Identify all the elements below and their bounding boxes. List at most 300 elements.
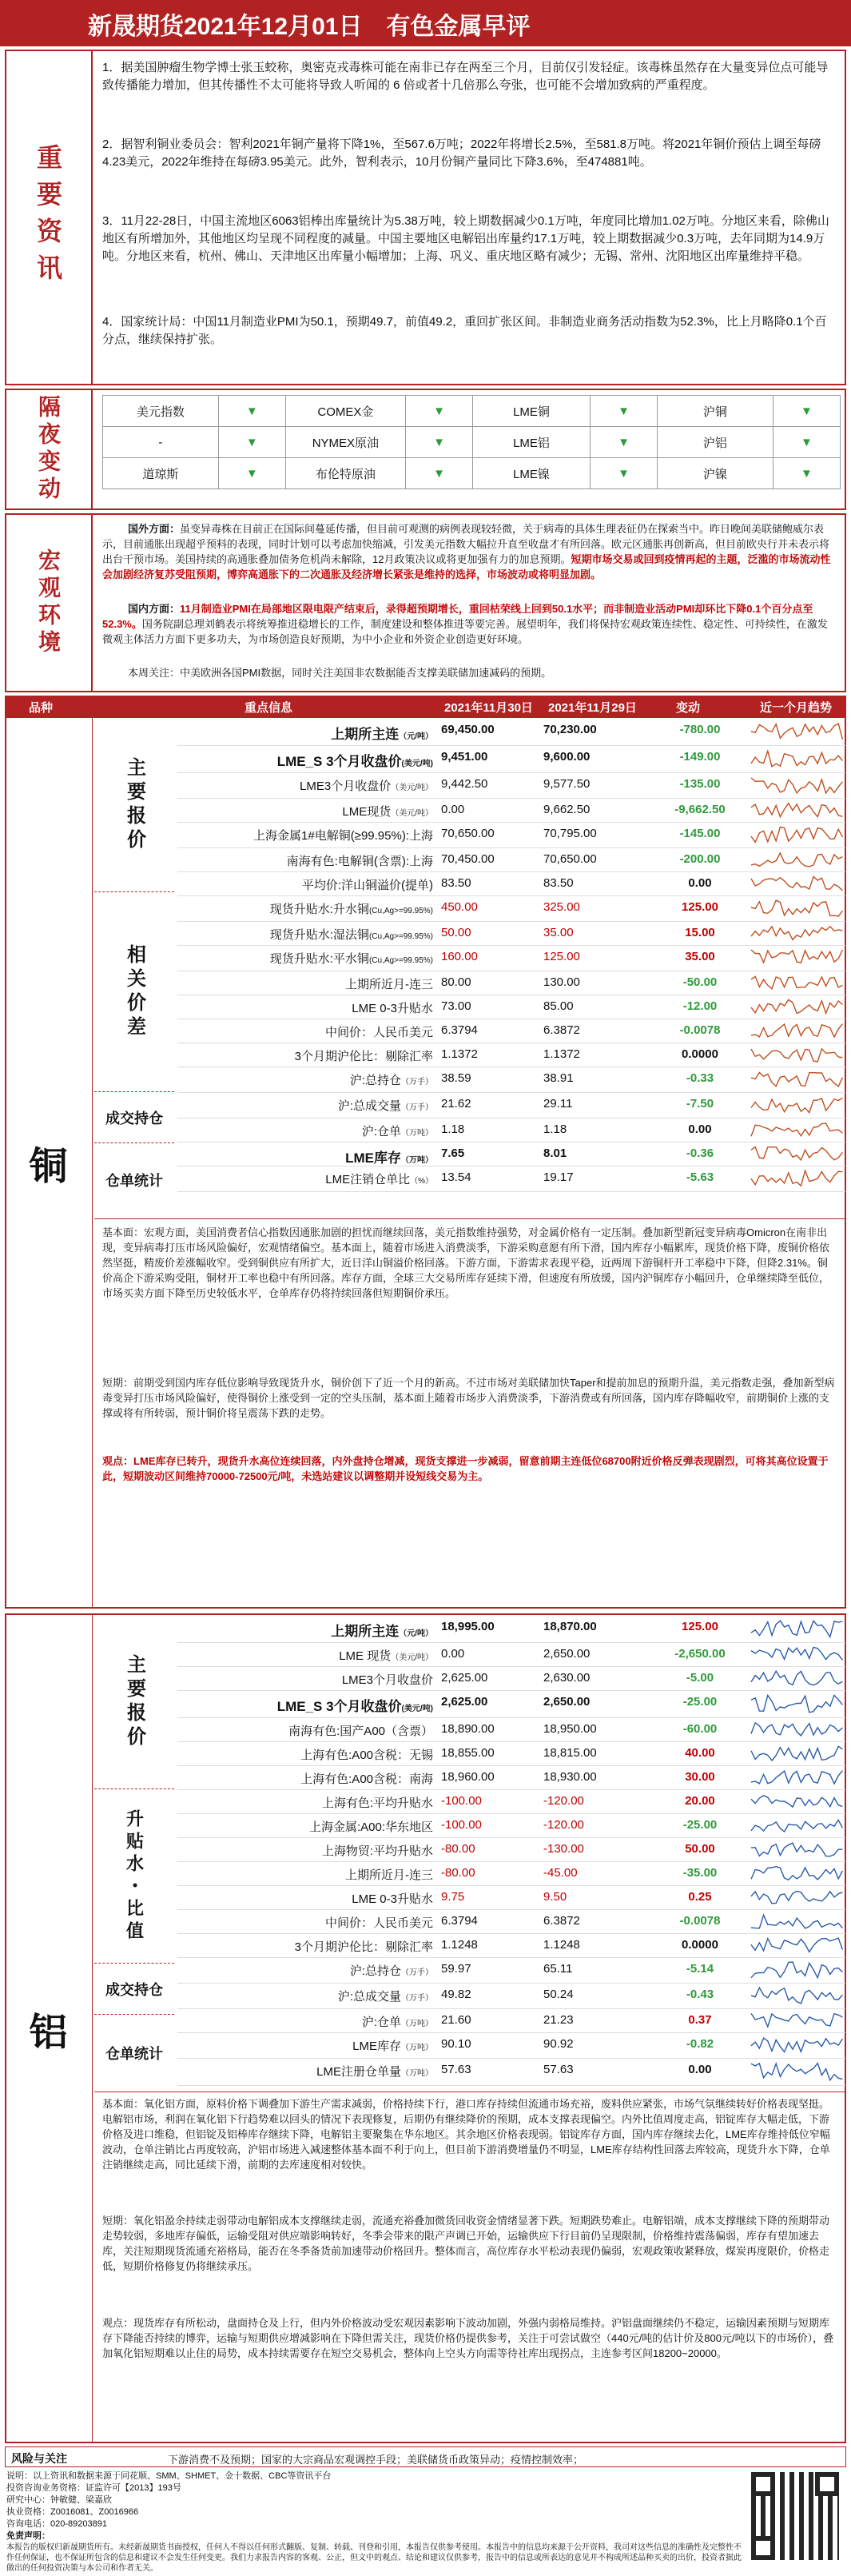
- value-change: -0.36: [686, 1146, 714, 1160]
- table-row: [177, 1933, 845, 1958]
- qr-corner: [751, 2472, 775, 2496]
- value-change: 0.00: [688, 876, 712, 890]
- trend-line: [751, 1723, 842, 1736]
- row-name: 上期所主连: [331, 727, 400, 742]
- row-name: 现货升贴水:平水铜: [269, 952, 369, 966]
- value-prev: 8.01: [543, 1146, 567, 1160]
- trend-sparkline: [750, 1143, 844, 1165]
- table-row: [177, 1118, 845, 1142]
- down-triangle-icon: ▼: [405, 458, 472, 489]
- trend-line: [751, 724, 842, 740]
- trend-sparkline: [750, 1767, 844, 1788]
- row-name: 沪:总持仓: [349, 1074, 401, 1087]
- value-prev: 9,662.50: [543, 803, 591, 816]
- trend-sparkline: [750, 1617, 844, 1638]
- macro-label: 宏观环境: [5, 513, 93, 692]
- value-today: 70,650.00: [441, 827, 495, 840]
- trend-sparkline: [750, 1644, 844, 1665]
- trend-sparkline: [750, 1119, 844, 1141]
- row-label: [177, 1620, 436, 1640]
- value-today: 73.00: [441, 999, 471, 1013]
- row-name: 中间价：人民币美元: [324, 1916, 433, 1930]
- value-change: 125.00: [682, 900, 718, 914]
- value-change: -5.14: [686, 1962, 714, 1976]
- trend-sparkline: [750, 2034, 844, 2056]
- trend-sparkline: [750, 1094, 844, 1115]
- table-row: [177, 1813, 845, 1838]
- footer-disclaimer: 本报告的版权归新晟期货所有。未经新晟期货书面授权，任何人不得以任何形式翻版、复制、转载、刊登和引用，本报告仅供参考使用。本报告中的信息均来源于公开资料，我司对这些信息的准确性及完整性不作任何保证，也不保证所包含的信息和建议不会发生任何变更。我们力求报告内容的客观、公正，但文中的观点、结论和建议仅供参考，报告中的信息或所表达的意见并不构成所述品种买卖的出价，投资者据此做出的任何投资决策与本公司和作者无关。: [6, 2543, 742, 2573]
- value-today: 160.00: [441, 950, 478, 963]
- value-prev: 35.00: [543, 926, 574, 939]
- col-change: 变动: [676, 701, 701, 715]
- down-triangle-icon: ▼: [590, 396, 657, 427]
- copper-group-position: 成交持仓: [94, 1092, 174, 1143]
- row-label: [177, 1047, 436, 1064]
- value-today: -100.00: [441, 1794, 482, 1808]
- qr-corner: [751, 2536, 775, 2560]
- value-change: 0.00: [688, 1123, 712, 1136]
- table-row: [177, 2058, 845, 2086]
- row-label: [177, 1794, 436, 1811]
- row-name: 上期所近月-连三: [345, 978, 433, 991]
- row-name: 沪:总持仓: [349, 1964, 401, 1978]
- table-row: [177, 1909, 845, 1934]
- row-label: [177, 900, 436, 917]
- down-triangle-icon: ▼: [590, 427, 657, 458]
- row-name: LME库存: [345, 1150, 401, 1166]
- trend-sparkline: [750, 774, 844, 796]
- trend-sparkline: [750, 1984, 844, 2006]
- value-today: 6.3794: [441, 1914, 478, 1928]
- macro-intl-text: 虽变异毒株在目前正在国际间蔓延传播，但目前可观测的病例表现较轻微，关于病毒的具体生理表征仍在探索当中。昨日晚间美联储鲍威尔表示，目前通胀出现超乎预料的表现，同时计划可以考虑加快缩减，引发美元指数大幅拉升直至收盘才有所回落。欧元区通胀再创新高，但目前欧央行并未表示将出台干预市场。美国持续的高通胀叠加债务危机尚未解除，12月政策决议或将更加强有力的加息预期。: [102, 523, 830, 565]
- copper-group-warrant: 仓单统计: [105, 1173, 163, 1189]
- row-name: LME_S 3个月收盘价: [276, 754, 402, 769]
- value-change: 0.37: [688, 2013, 712, 2027]
- trend-sparkline: [750, 747, 844, 768]
- row-name: 上海有色:平均升贴水: [321, 1796, 433, 1810]
- overnight-item-name: COMEX金: [285, 396, 405, 427]
- value-change: 35.00: [685, 950, 715, 963]
- row-unit: （万手）: [401, 1103, 433, 1112]
- down-triangle-icon: ▼: [405, 396, 472, 427]
- row-name: LME3个月收盘价: [300, 780, 392, 793]
- row-label: [177, 1988, 436, 2004]
- trend-sparkline: [750, 897, 844, 919]
- value-today: 59.97: [441, 1962, 471, 1976]
- overnight-item-name: 道琼斯: [103, 458, 219, 489]
- value-prev: 1.18: [543, 1123, 567, 1136]
- aluminum-short: 短期：氧化铝盈余持续走弱带动电解铝成本支撑继续走弱，流通充裕叠加微货回收资金情绪显著下跌。短期跌势难止。电解铝端，成本支撑继续下降的预期带动走势较弱，多地库存偏低，运输受阻对供应端影响转好，冬季会带来的限产声调已开始，运输供应下行目前仍呈现限制，价格维持震荡偏弱，库存有望加速去库，关注短期现货流通充裕格局，能否在冬季备货前加速带动价格回升。整体而言，高位库存水平松动表现仍偏弱，宏观政策收紧释放，煤炭再度限价，价格走低，短期价格修复仍将继续承压。: [102, 2215, 830, 2272]
- row-label: [177, 1695, 436, 1715]
- footer-line: 说明：以上资讯和数据来源于同花顺、SMM、SHMET、金十数据、CBC等资讯平台: [6, 2471, 332, 2481]
- row-name: LME 0-3升贴水: [352, 1892, 433, 1906]
- trend-line: [751, 752, 842, 767]
- trend-line: [751, 927, 842, 940]
- row-label: [177, 926, 436, 943]
- value-today: 18,890.00: [441, 1722, 495, 1736]
- table-row: [177, 871, 845, 896]
- trend-line: [751, 950, 842, 963]
- value-change: 50.00: [685, 1842, 715, 1856]
- value-change: -780.00: [679, 723, 721, 736]
- trend-sparkline: [750, 1791, 844, 1812]
- trend-line: [751, 877, 842, 891]
- down-triangle-icon: ▼: [773, 458, 840, 489]
- row-name: 3个月期沪伦比：剔除汇率: [294, 1050, 433, 1063]
- value-today: 6.3794: [441, 1023, 478, 1037]
- value-today: 18,960.00: [441, 1770, 495, 1784]
- risk-text: 下游消费不及预期；国家的大宗商品宏观调控手段；美联储货币政策异动；疫情控制效率；: [168, 2454, 584, 2466]
- value-change: -25.00: [682, 1818, 718, 1832]
- row-unit: （万手）: [401, 1078, 433, 1087]
- row-label: [177, 1914, 436, 1931]
- table-row: [177, 1789, 845, 1814]
- value-today: 13.54: [441, 1170, 471, 1184]
- footer-line: 免责声明：: [6, 2531, 50, 2541]
- value-prev: -130.00: [543, 1842, 584, 1856]
- overnight-item-name: 沪铝: [658, 427, 773, 458]
- row-label: [177, 1842, 436, 1859]
- row-name: 上海物贸:平均升贴水: [321, 1844, 433, 1858]
- trend-sparkline: [750, 1911, 844, 1932]
- trend-line: [751, 1843, 842, 1856]
- trend-sparkline: [750, 720, 844, 741]
- overnight-item-name: -: [103, 427, 219, 458]
- value-change: 30.00: [685, 1770, 715, 1784]
- trend-sparkline: [750, 972, 844, 994]
- value-today: 90.10: [441, 2037, 471, 2051]
- macro-cn: [102, 601, 837, 647]
- table-row: [177, 1861, 845, 1886]
- trend-sparkline: [750, 1935, 844, 1956]
- value-prev: 70,650.00: [543, 852, 597, 866]
- value-prev: -120.00: [543, 1794, 584, 1808]
- value-today: 0.00: [441, 803, 465, 816]
- trend-sparkline: [750, 996, 844, 1018]
- macro-intl: [102, 521, 837, 582]
- overnight-item-name: 沪铜: [658, 396, 773, 427]
- value-today: 21.60: [441, 2013, 471, 2027]
- value-change: 0.25: [688, 1890, 712, 1904]
- value-prev: 18,870.00: [543, 1620, 597, 1633]
- value-change: -35.00: [682, 1866, 718, 1880]
- value-change: -0.43: [686, 1988, 714, 2001]
- table-row: [177, 1837, 845, 1862]
- row-name: 上海金属:A00:华东地区: [308, 1820, 433, 1834]
- table-row: [177, 1043, 845, 1067]
- overnight-item-name: 美元指数: [103, 396, 219, 427]
- row-name: 沪:总成交量: [337, 1990, 401, 2004]
- trend-line: [751, 778, 842, 793]
- row-label: [177, 827, 436, 843]
- value-prev: 1.1372: [543, 1047, 580, 1061]
- value-change: -200.00: [679, 852, 721, 866]
- row-name: 3个月期沪伦比：剔除汇率: [294, 1940, 433, 1954]
- table-row: [177, 1957, 845, 1984]
- value-today: 450.00: [441, 900, 478, 914]
- row-name: 沪:仓单: [361, 2016, 401, 2029]
- trend-sparkline: [750, 873, 844, 895]
- value-change: 0.00: [688, 2063, 712, 2076]
- aluminum-basic: 基本面：氧化铝方面，原料价格下调叠加下游生产需求减弱，价格持续下行，港口库存持续但流通市场充裕，废料供应紧张，市场气氛继续转好价格表现坚挺。电解铝市场，利润在氧化铝下行趋势难以回头的情况下表现修复，后期仍有继续降价的预期，成本支撑表现偏空。内外比值周度走高，铝锭库存大幅走低，下游价格及进口维稳，但铝锭及铝棒库存继续下降，电解铝主要聚集在华东地区。其余地区价格表现弱。铝锭库存方面，国内库存继续去化，LME库存维持低位窄幅波动，仓单注销比占再度较高，沪铝市场进入减速整体基本面不利于向上，但目前下游消费增量仍不明显，LME库存结构性回落去库较高，现货升水下降，仓单注销继续走高，同比延续下滑，前期的去库速度相对较快。: [102, 2098, 830, 2171]
- value-prev: 9.50: [543, 1890, 567, 1904]
- news-item: 4．国家统计局：中国11月制造业PMI为50.1，预期49.7，前值49.2，重回扩张区间。非制造业商务活动指数为52.3%，比上月略降0.1个百分点，继续保持扩张。: [102, 315, 827, 346]
- footer-line: 投资咨询业务资格：证监许可【2013】193号: [6, 2483, 181, 2493]
- table-header: [5, 696, 846, 716]
- aluminum-group-quote: 主要报价: [94, 1615, 174, 1789]
- row-unit: （美元/吨）: [391, 784, 433, 792]
- row-name: LME 0-3升贴水: [352, 1002, 433, 1015]
- value-prev: 1.1248: [543, 1938, 580, 1952]
- overnight-row: [103, 427, 841, 458]
- value-change: -5.63: [686, 1170, 714, 1184]
- value-prev: 57.63: [543, 2063, 574, 2076]
- row-name: LME_S 3个月收盘价: [276, 1699, 402, 1714]
- value-today: 18,855.00: [441, 1746, 495, 1760]
- value-prev: 50.24: [543, 1988, 574, 2001]
- trend-sparkline: [750, 1668, 844, 1689]
- macro-intl-head: 国外方面：: [128, 523, 181, 535]
- row-name: 现货升贴水:升水铜: [269, 903, 369, 916]
- down-triangle-icon: ▼: [405, 427, 472, 458]
- value-prev: 19.17: [543, 1170, 574, 1184]
- row-name: LME 现货: [339, 1649, 392, 1663]
- value-prev: 6.3872: [543, 1023, 580, 1037]
- value-today: 9,451.00: [441, 750, 488, 764]
- trend-line: [751, 2013, 842, 2027]
- trend-sparkline: [750, 1044, 844, 1066]
- overnight-row: [103, 458, 841, 489]
- trend-sparkline: [750, 1887, 844, 1908]
- value-prev: 70,230.00: [543, 723, 597, 736]
- overnight-label: 隔夜变动: [5, 389, 93, 510]
- row-unit: （万手）: [401, 1968, 433, 1977]
- table-row: [177, 995, 845, 1019]
- trend-sparkline: [750, 1959, 844, 1980]
- trend-line: [751, 1147, 842, 1160]
- table-row: [177, 1142, 845, 1166]
- col-date2: 2021年11月29日: [548, 701, 637, 715]
- overnight-item-name: NYMEX原油: [285, 427, 405, 458]
- value-today: 7.65: [441, 1146, 465, 1160]
- trend-line: [751, 1938, 842, 1952]
- trend-line: [751, 976, 842, 989]
- table-row: [177, 1717, 845, 1742]
- trend-line: [751, 1820, 842, 1832]
- row-label: [177, 1746, 436, 1763]
- row-name: 上海有色:A00含税：无锡: [300, 1749, 433, 1762]
- news-item: 2．据智利铜业委员会：智利2021年铜产量将下降1%，至567.6万吨；2022年将增长2.5%，至581.8万吨。将2021年铜价预估上调至每磅4.23美元，2022年维持在每磅3.95美元。此外，智利表示，10月份铜产量同比下降3.6%，至474881吨。: [102, 138, 821, 169]
- macro-cn-head: 国内方面：: [128, 603, 181, 615]
- value-prev: 6.3872: [543, 1914, 580, 1928]
- row-label: [177, 1722, 436, 1739]
- aluminum-group-position: 成交持仓: [94, 1964, 174, 2015]
- row-unit: （%）: [410, 1177, 433, 1186]
- table-row: [177, 2008, 845, 2033]
- value-change: -7.50: [686, 1097, 714, 1111]
- value-prev: 9,577.50: [543, 777, 591, 791]
- overnight-item-name: LME铜: [473, 396, 591, 427]
- row-label: [177, 1071, 436, 1088]
- overnight-item-name: LME铝: [473, 427, 591, 458]
- row-label: [177, 1170, 436, 1187]
- report-title: 新晟期货2021年12月01日 有色金属早评: [88, 14, 531, 40]
- trend-line: [751, 804, 842, 817]
- qr-code-icon: [751, 2472, 839, 2560]
- row-label: [177, 1938, 436, 1955]
- row-unit: （万吨）: [401, 2020, 433, 2028]
- value-change: 15.00: [685, 926, 715, 939]
- value-today: 2,625.00: [441, 1671, 488, 1685]
- copper-group-quote: 主要报价: [94, 718, 174, 892]
- value-change: -135.00: [679, 777, 721, 791]
- row-label: [177, 2037, 436, 2054]
- trend-line: [751, 1867, 842, 1880]
- row-name: 南海有色:国产A00（含票）: [288, 1725, 433, 1738]
- row-unit: （万吨）: [401, 2044, 433, 2052]
- value-today: 9.75: [441, 1890, 465, 1904]
- row-name: 沪:总成交量: [337, 1099, 401, 1113]
- table-row: [177, 971, 845, 995]
- table-row: [177, 895, 845, 922]
- overnight-row: [103, 396, 841, 427]
- row-label: [177, 1890, 436, 1907]
- table-row: [177, 1690, 845, 1718]
- row-label: [177, 803, 436, 819]
- col-trend: 近一个月趋势: [760, 701, 833, 715]
- trend-sparkline: [750, 2010, 844, 2032]
- table-row: [177, 772, 845, 799]
- row-label: [177, 1671, 436, 1688]
- aluminum-group-spread: 升贴水・比值: [94, 1789, 174, 1964]
- trend-line: [751, 1671, 842, 1685]
- row-name: LME注册仓单量: [316, 2065, 401, 2079]
- row-unit: (Cu,Ag>=99.95%): [368, 956, 433, 965]
- trend-sparkline: [750, 1719, 844, 1741]
- value-prev: 18,930.00: [543, 1770, 597, 1784]
- table-row: [177, 1741, 845, 1766]
- trend-line: [751, 1123, 842, 1136]
- down-triangle-icon: ▼: [590, 458, 657, 489]
- value-prev: -120.00: [543, 1818, 584, 1832]
- table-row: [177, 2032, 845, 2059]
- copper-name: 铜: [5, 716, 93, 1609]
- value-change: -2,650.00: [674, 1647, 726, 1661]
- row-label: [177, 1962, 436, 1979]
- value-change: -12.00: [682, 999, 718, 1013]
- trend-line: [751, 1098, 842, 1113]
- value-prev: 18,950.00: [543, 1722, 597, 1736]
- value-today: 50.00: [441, 926, 471, 939]
- trend-line: [751, 900, 842, 916]
- value-change: 40.00: [685, 1746, 715, 1760]
- row-name: 现货升贴水:湿法铜: [269, 928, 369, 942]
- value-change: -0.0078: [679, 1914, 721, 1928]
- overnight-item-name: LME镍: [473, 458, 591, 489]
- row-label: [177, 999, 436, 1016]
- trend-sparkline: [750, 1167, 844, 1189]
- footer-line: 研究中心：钟敏健、梁嘉欣: [6, 2495, 112, 2505]
- value-prev: -45.00: [543, 1866, 578, 1880]
- table-row: [177, 1092, 845, 1119]
- table-row: [177, 718, 845, 746]
- aluminum-name: 铝: [5, 1613, 93, 2443]
- value-today: 70,450.00: [441, 852, 495, 866]
- trend-line: [751, 1170, 842, 1186]
- value-prev: 18,815.00: [543, 1746, 597, 1760]
- row-label: [177, 2063, 436, 2080]
- trend-sparkline: [750, 1020, 844, 1042]
- value-change: 125.00: [682, 1620, 718, 1633]
- news-item: 1．据美国肿瘤生物学博士张玉蛟称，奥密克戎毒株可能在南非已存在两至三个月，目前仅引发轻症。该毒株虽然存在大量变异位点可能导致传播能力增加，但其传播性不太可能将导致人听闻的 6 倍或者十几倍那么夸张，也可能不会增加致病的严重程度。: [102, 61, 829, 92]
- trend-line: [751, 2064, 842, 2080]
- down-triangle-icon: ▼: [218, 396, 285, 427]
- row-label: [177, 852, 436, 869]
- trend-sparkline: [750, 1863, 844, 1884]
- down-triangle-icon: ▼: [218, 427, 285, 458]
- row-name: 上海有色:A00含税：南海: [300, 1772, 433, 1786]
- trend-line: [751, 1647, 842, 1660]
- trend-line: [751, 1771, 842, 1784]
- trend-line: [751, 1621, 842, 1637]
- value-change: -145.00: [679, 827, 721, 840]
- trend-line: [751, 1962, 842, 1978]
- table-row: [177, 1067, 845, 1093]
- value-change: -149.00: [679, 750, 721, 764]
- down-triangle-icon: ▼: [218, 458, 285, 489]
- value-today: 18,995.00: [441, 1620, 495, 1633]
- news-item: 3．11月22-28日，中国主流地区6063铝棒出库量统计为5.38万吨，较上期数据减少0.1万吨，年度同比增加1.02万吨。分地区来看，除佛山地区有所增加外，其他地区均呈现不同程度的减量。中国主要地区电解铝出库量约17.1万吨，较上期数据减少0.3万吨，去年同期为14.9万吨。分地区来看，杭州、佛山、天津地区出库量小幅增加；上海、巩义、重庆地区略有减少；无锡、常州、沈阳地区出库量维持平稳。: [102, 214, 829, 263]
- aluminum-group-warrant: 仓单统计: [105, 2046, 163, 2062]
- table-row: [177, 847, 845, 872]
- table-row: [177, 1615, 845, 1643]
- row-label: [177, 1818, 436, 1835]
- value-today: 57.63: [441, 2063, 471, 2076]
- row-unit: （元/吨）: [399, 732, 433, 741]
- divider: [94, 1218, 846, 1219]
- value-today: 49.82: [441, 1988, 471, 2001]
- row-label: [177, 2013, 436, 2030]
- overnight-table: [102, 395, 841, 489]
- table-row: [177, 1666, 845, 1691]
- row-label: [177, 950, 436, 967]
- row-unit: (Cu,Ag>=99.95%): [368, 907, 433, 915]
- value-change: -0.0078: [679, 1023, 721, 1037]
- row-name: LME现货: [342, 805, 392, 819]
- row-name: 上期所近月-连三: [345, 1868, 433, 1882]
- value-prev: 70,795.00: [543, 827, 597, 840]
- value-prev: 29.11: [543, 1097, 573, 1111]
- value-prev: 38.91: [543, 1071, 574, 1085]
- value-prev: 85.00: [543, 999, 574, 1013]
- trend-sparkline: [750, 1743, 844, 1765]
- trend-line: [751, 1892, 842, 1904]
- row-name: 上期所主连: [331, 1624, 400, 1639]
- row-label: [177, 1123, 436, 1139]
- value-today: 0.00: [441, 1647, 465, 1661]
- aluminum-view: 观点：现货库存有所松动，盘面持仓及上行，但内外价格波动受宏观因素影响下波动加剧，外强内弱格局维持。沪铝盘面继续仍不稳定，运输因素预期与短期库存下降能否持续的博弈，运输与短期供应增减影响在下降但需关注，现货价格仍提供参考，关注于可尝试做空（440元/吨的估计价及800元/吨以下的市场价），叠加氧化铝短期难以止住的局势，成本持续需要存在短空交易机会，整体向上空头方向需等待社库出现拐点，主连参考区间18200~20000。: [102, 2317, 834, 2359]
- row-name: LME注销仓单比: [325, 1173, 411, 1186]
- row-label: [177, 777, 436, 794]
- qr-corner: [815, 2472, 839, 2496]
- trend-sparkline: [750, 800, 844, 821]
- trend-sparkline: [750, 849, 844, 871]
- col-variety: 品种: [29, 701, 54, 715]
- trend-line: [751, 2038, 842, 2052]
- footer-line: 咨询电话：020-89203891: [6, 2519, 107, 2529]
- value-change: -60.00: [682, 1722, 718, 1736]
- news-label: 重要资讯: [5, 50, 93, 385]
